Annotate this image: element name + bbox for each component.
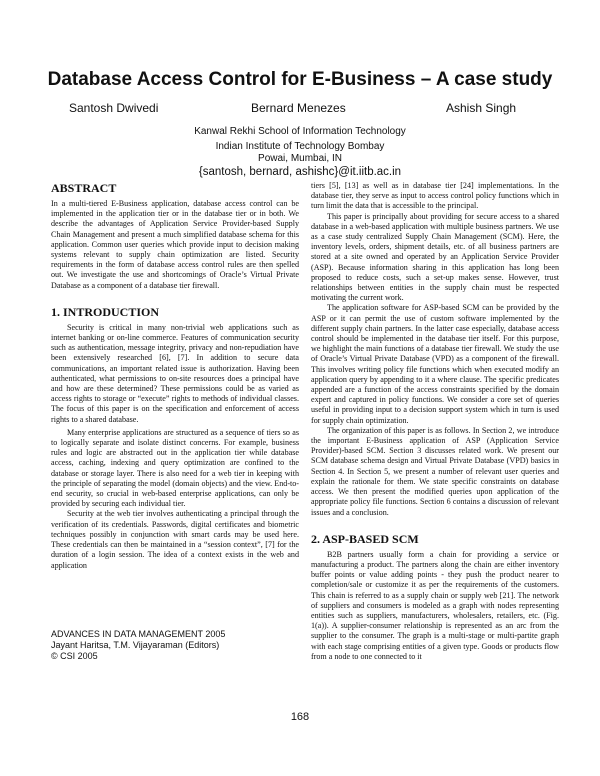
left-column: [51, 181, 299, 571]
paragraph: Security is critical in many non-trivial web applications such as internet banking or on-line commerce. Features of communication security such as authentication, message integrity, privacy and non-repudiation have been extensively researched [6], [7]. In addition to secure data communications, an important related issue is authorization. Having been authenticated, what permissions to on-site resources does a principal have and how are these determined? These permissions could be as varied as access rights to storage or “execute” rights to methods of individual classes. The focus of this paper is on the specification and enforcement of access rights to a shared database.: [51, 322, 299, 424]
affiliation-line: Kanwal Rekhi School of Information Technology: [194, 126, 406, 137]
paragraph: B2B partners usually form a chain for providing a service or manufacturing a product. The partners along the chain are either inventory buffer points or value adding points - they push the product nearer to completion/sale or customize it as per the requirements of the customers. This chain is referred to as a supply chain or supply web [21]. The network of suppliers and consumers is modeled as a graph with nodes representing entities such as suppliers, manufacturers, wholesalers, retailers, etc. (Fig. 1(a)). A supplier-consumer relationship is represented as an arc from the supplier to the consumer. The graph is a multi-stage or multi-partite graph with each stage comprising entities of a given type. Goods or products flow from a node to one connected to it: [311, 549, 559, 661]
page-number: 168: [290, 711, 310, 723]
author-name: Ashish Singh: [446, 101, 517, 115]
conference-footnote: [51, 629, 311, 662]
paragraph: tiers [5], [13] as well as in database tier [24] implementations. In the database tier, they serve as input to access control policy functions which in turn limit the data that is accessible to the principal.: [311, 181, 559, 211]
abstract-text: In a multi-tiered E-Business application, database access control can be implemented in the application tier or in the database tier or in both. We describe the advantages of Application Service Provider-based Supply Chain Management and present a much simplified database schema for this application. Common user queries which provide input to decision making systems relevant to supply chain optimization are listed. Security requirements in the form of database access control rules are then spelled out. We investigate the use and shortcomings of Oracle’s Virtual Private Database as a component of a database tier firewall.: [51, 199, 299, 290]
affiliation-line: Indian Institute of Technology Bombay: [215, 141, 385, 152]
paragraph: Security at the web tier involves authenticating a principal through the verification of its credentials. Passwords, digital certificates and biometric techniques possibly in conjunction with smart cards may be used here. These credentials can then be maintained in a “session context”, [7] for the duration of a login session. The idea of a context exists in the web and application: [51, 509, 299, 570]
section-heading: 1. INTRODUCTION: [51, 304, 160, 319]
author-name: Bernard Menezes: [251, 101, 346, 115]
right-column: [311, 181, 559, 662]
section-heading: 2. ASP-BASED SCM: [311, 531, 419, 546]
paper-title: Database Access Control for E-Business – A case study: [47, 69, 553, 90]
paragraph: The application software for ASP-based SCM can be provided by the ASP or it can permit the use of custom software implemented by the different supply chain partners. In the latter case especially, database access control should be implemented in the database tier itself. For this purpose, we highlight the main functions of a database tier firewall. We study the use of Oracle’s Virtual Private Database (VPD) as a component of the firewall. This involves writing policy file functions which when executed modify an application query by appending to it a where clause. The specific predicates appended are a function of the access constraints specified by the domain expert and captured in policy functions. We consider a core set of queries useful in providing input to a decision support system which in turn is used for supply chain optimization.: [311, 303, 559, 425]
footnote-line: Jayant Haritsa, T.M. Vijayaraman (Editors): [51, 640, 220, 650]
author-email: {santosh, bernard, ashishc}@it.iitb.ac.in: [198, 166, 402, 178]
affiliation-line: Powai, Mumbai, IN: [258, 153, 342, 164]
footnote-line: © CSI 2005: [51, 651, 98, 661]
footnote-line: ADVANCES IN DATA MANAGEMENT 2005: [51, 629, 226, 639]
paragraph: Many enterprise applications are structured as a sequence of tiers so as to logically separate and isolate distinct concerns. For example, business rules and logic are abstracted out in the application tier while database access, caching, indexing and query optimization are confined to the database or storage layer. There is also need for a web tier in keeping with the principle of separating the model (domain objects) and the view. End-to-end security, so crucial in web-based enterprise applications, can only be provided by securing each individual tier.: [51, 427, 299, 509]
paragraph: This paper is principally about providing for secure access to a shared database in a web-based application with multiple business partners. We use as a case study centralized Supply Chain Management (SCM). Here, the inventory levels, orders, shipment details, etc. of all business partners are stored at a site owned and operated by an Application Service Provider (ASP). Because information sharing in this application has long been proposed to reduce costs, such a set-up makes sense. However, trust relationships between entities in the supply chain must be respected motivating the current work.: [311, 211, 559, 303]
paragraph: The organization of this paper is as follows. In Section 2, we introduce the important E-Business application of ASP (Application Service Provider)-based SCM. Section 3 discusses related work. We present our SCM database schema design and Virtual Private Database (VPD) basics in Section 4. In Section 5, we present a number of relevant user queries and explain the rationale for them. We state specific constraints on database access. We then present the modified queries upon application of the appropriate policy file functions. Section 6 contains a discussion of relevant issues and a conclusion.: [311, 425, 559, 517]
author-name: Santosh Dwivedi: [69, 101, 159, 115]
abstract-heading: ABSTRACT: [51, 181, 117, 195]
